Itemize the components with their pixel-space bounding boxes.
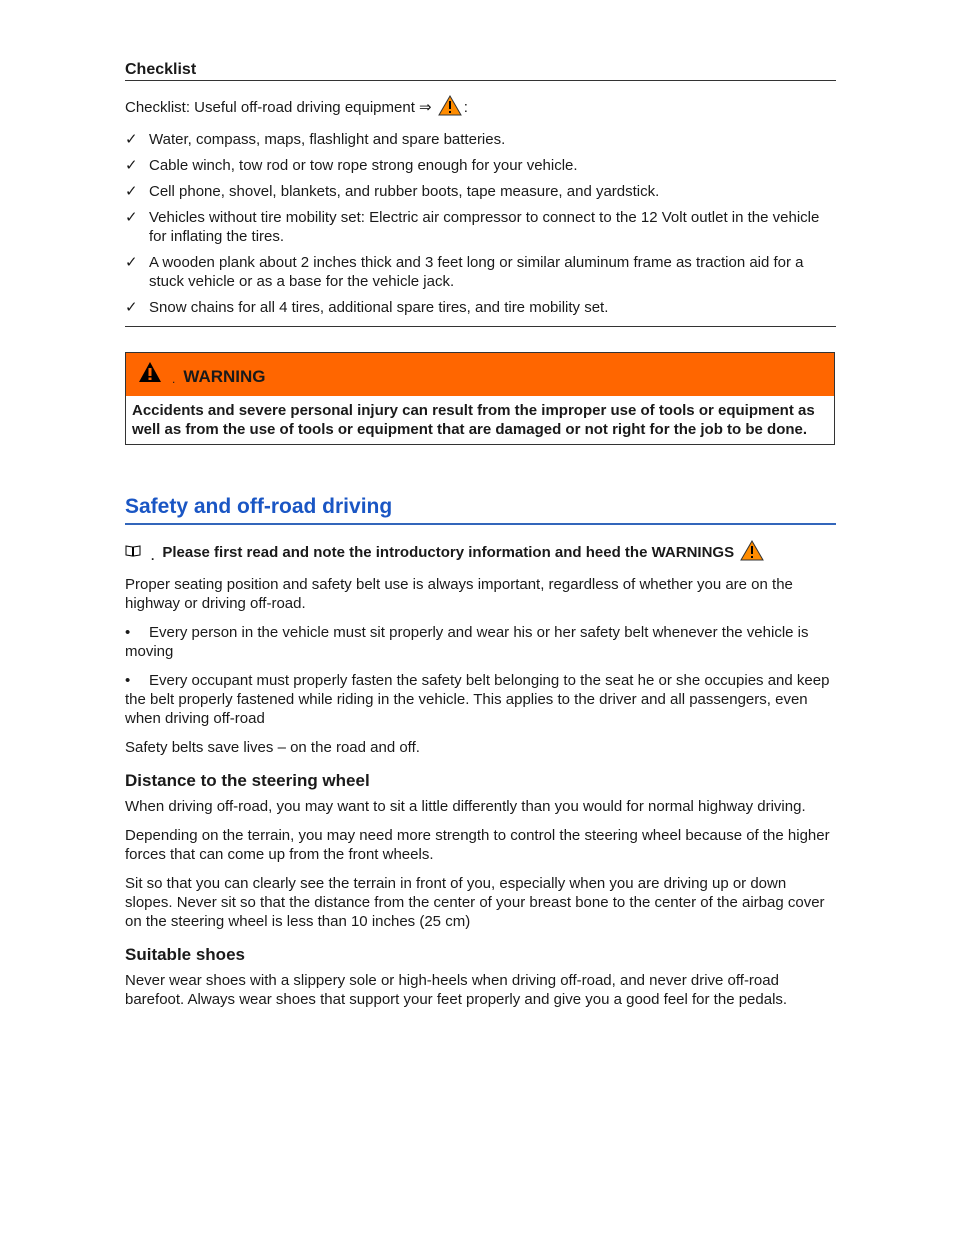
check-icon: ✓ — [125, 157, 138, 174]
bullet-icon: • — [125, 672, 131, 689]
list-item: ✓ Water, compass, maps, flashlight and spare batteries. — [125, 131, 506, 148]
warning-header — [126, 353, 834, 396]
warning-dot: . — [172, 371, 176, 386]
intro-note — [125, 540, 836, 565]
warning-text: Accidents and severe personal injury can result from the improper use of tools or equipment as well as from the use of tools or equipment that are damaged or not right for the job to be done. — [132, 402, 815, 438]
subheading-distance: Distance to the steering wheel — [125, 771, 370, 790]
document-page — [125, 60, 836, 1009]
checklist-title: Checklist — [125, 60, 836, 81]
checklist-intro — [125, 95, 836, 122]
checklist-intro-colon: : — [463, 99, 468, 116]
list-item: ✓ Cell phone, shovel, blankets, and rubber boots, tape measure, and yardstick. — [125, 183, 660, 200]
list-item: ✓ Snow chains for all 4 tires, additional spare tires, and tire mobility set. — [125, 299, 609, 316]
check-icon: ✓ — [125, 183, 138, 200]
warning-box — [125, 352, 835, 445]
note-text: Please first read and note the introductory information and heed the WARNINGS — [162, 544, 735, 561]
paragraph: When driving off-road, you may want to sit a little differently than you would for normal highway driving. — [125, 798, 806, 815]
warning-triangle-icon — [138, 361, 162, 388]
check-icon: ✓ — [125, 299, 138, 316]
book-icon — [125, 544, 141, 561]
check-icon: ✓ — [125, 254, 138, 271]
note-dot: . — [151, 548, 155, 563]
warning-title: WARNING — [183, 366, 266, 386]
warning-triangle-icon — [740, 540, 764, 565]
subheading-shoes: Suitable shoes — [125, 945, 245, 964]
paragraph: Safety belts save lives – on the road and off. — [125, 739, 420, 756]
check-icon: ✓ — [125, 209, 138, 226]
list-item: ✓ A wooden plank about 2 inches thick and 3 feet long or similar aluminum frame as traction aid for a stuck vehicle or as a base for the vehicle jack. — [125, 254, 804, 290]
section-heading-safety: Safety and off-road driving — [125, 495, 836, 525]
paragraph: Proper seating position and safety belt use is always important, regardless of whether you are on the highway or driving off-road. — [125, 576, 793, 612]
bullet-item: • Every occupant must properly fasten the safety belt belonging to the seat he or she occupies and keep the belt properly fastened while riding in the vehicle. This applies to the driver and all passengers, even when driving off-road — [125, 672, 830, 727]
checklist-items — [125, 130, 836, 317]
check-icon: ✓ — [125, 131, 138, 148]
checklist-intro-text: Checklist: Useful off-road driving equipment ⇒ — [125, 99, 432, 116]
list-item: ✓ Vehicles without tire mobility set: Electric air compressor to connect to the 12 Volt outlet in the vehicle for inflating the tires. — [125, 209, 820, 245]
paragraph: Sit so that you can clearly see the terrain in front of you, especially when you are driving up or down slopes. Never sit so that the distance from the center of your breast bone to the center of the airbag cover on the steering wheel is less than 10 inches (25 cm) — [125, 875, 825, 930]
list-item: ✓ Cable winch, tow rod or tow rope strong enough for your vehicle. — [125, 157, 578, 174]
bullet-item: • Every person in the vehicle must sit properly and wear his or her safety belt whenever the vehicle is moving — [125, 624, 809, 660]
checklist-divider — [125, 326, 836, 327]
paragraph: Never wear shoes with a slippery sole or high-heels when driving off-road, and never drive off-road barefoot. Always wear shoes that support your feet properly and give you a good feel for the pedals. — [125, 972, 788, 1008]
bullet-icon: • — [125, 624, 131, 641]
paragraph: Depending on the terrain, you may need more strength to control the steering wheel because of the higher forces that can come up from the front wheels. — [125, 827, 830, 863]
warning-triangle-icon — [438, 95, 462, 122]
